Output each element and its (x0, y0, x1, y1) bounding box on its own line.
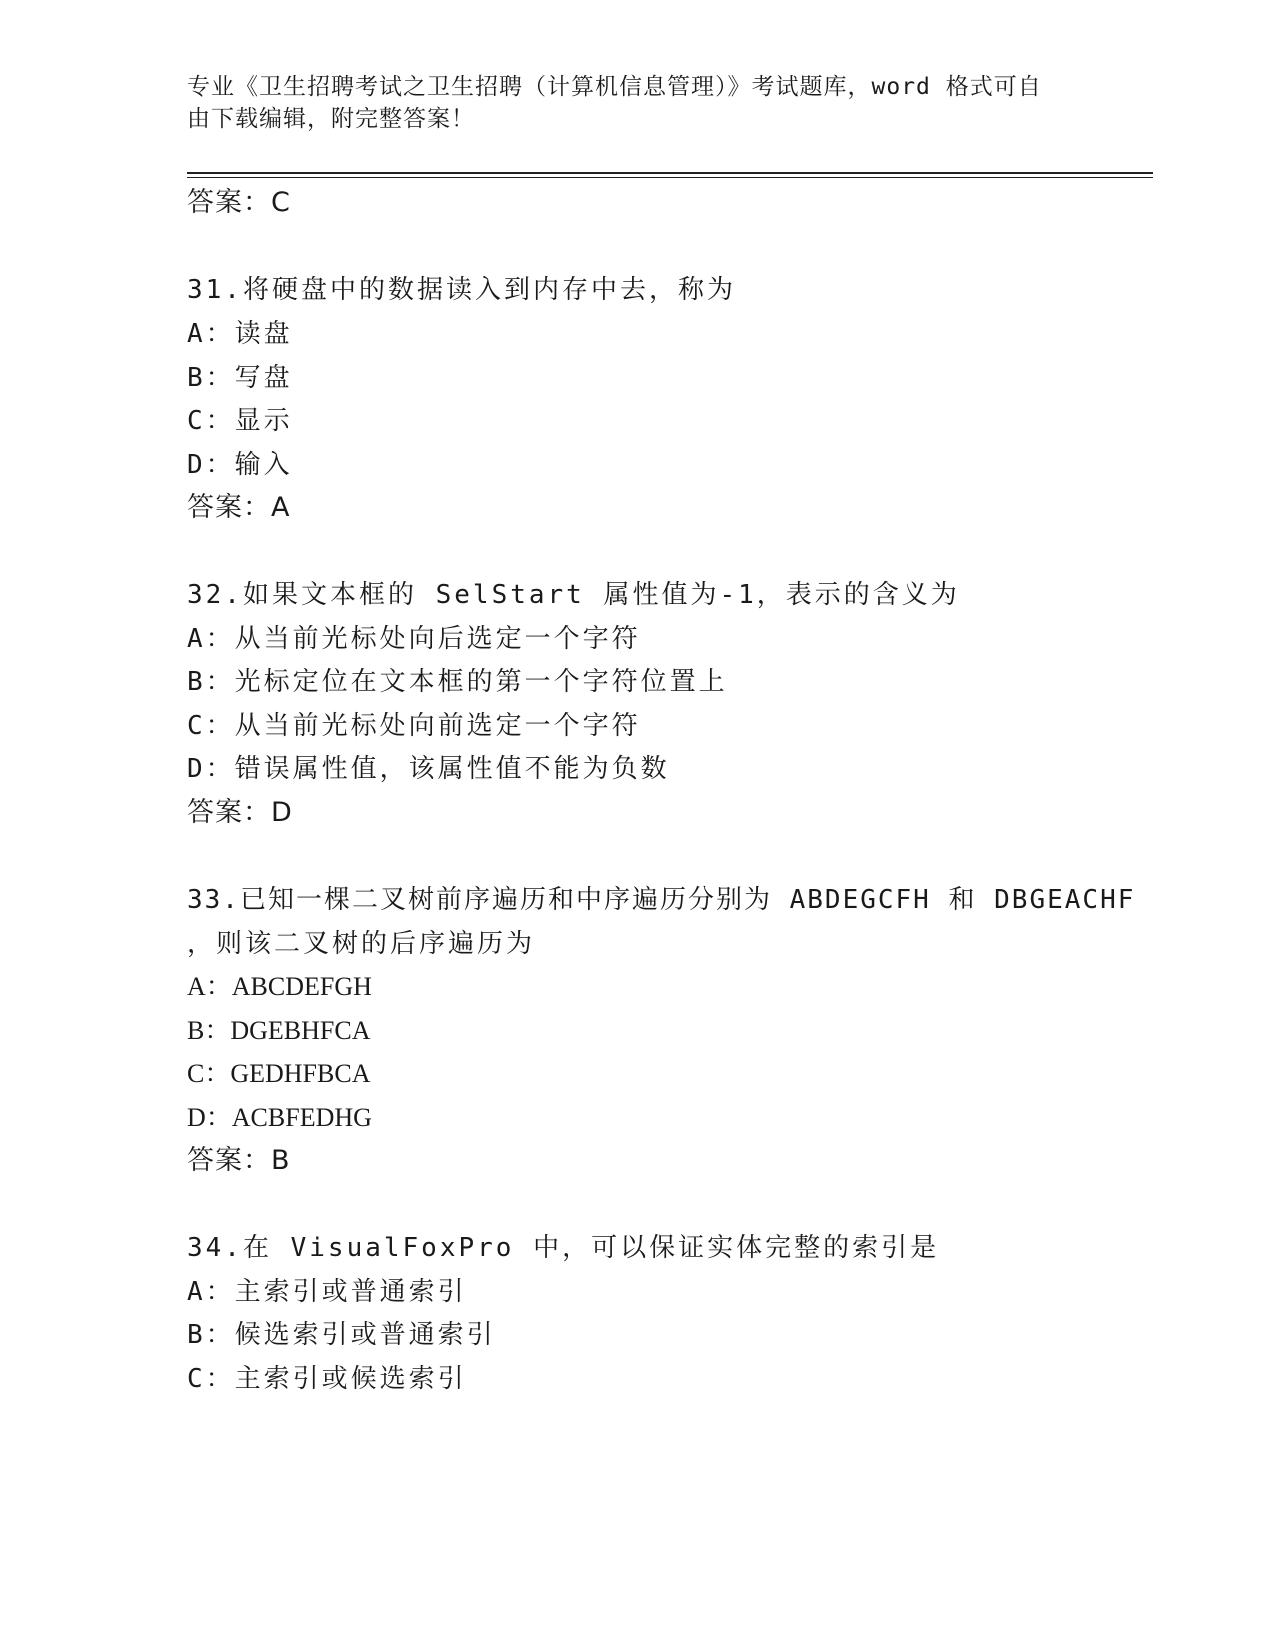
question-31-option-b: B：写盘 (187, 363, 293, 393)
question-31-stem: 31.将硬盘中的数据读入到内存中去，称为 (187, 275, 736, 305)
question-34-option-a: A：主索引或普通索引 (187, 1277, 467, 1307)
header-text-line-2: 由下载编辑，附完整答案！ (187, 106, 475, 132)
question-33-option-c: C：GEDHFBCA (187, 1059, 371, 1088)
question-32-answer: 答案：D (187, 797, 293, 828)
question-33-stem: 33.已知一棵二叉树前序遍历和中序遍历分别为 ABDEGCFH 和 DBGEACHF (187, 885, 1136, 915)
question-31-option-a: A：读盘 (187, 319, 293, 349)
answer-previous: 答案：C (187, 187, 291, 218)
question-31-option-d: D：输入 (187, 450, 293, 480)
question-31-option-c: C：显示 (187, 406, 293, 436)
question-33-stem-continued: ，则该二叉树的后序遍历为 (187, 929, 536, 959)
header-text-line-1: 专业《卫生招聘考试之卫生招聘（计算机信息管理）》考试题库，word 格式可自 (187, 74, 1042, 100)
question-34-option-b: B：候选索引或普通索引 (187, 1320, 496, 1350)
question-33-option-b: B：DGEBHFCA (187, 1016, 371, 1045)
question-31-answer: 答案：A (187, 492, 291, 523)
header-divider-top (187, 172, 1153, 174)
question-33-answer: 答案：B (187, 1145, 291, 1176)
question-32-option-b: B：光标定位在文本框的第一个字符位置上 (187, 667, 728, 697)
question-32-stem: 32.如果文本框的 SelStart 属性值为-1，表示的含义为 (187, 580, 960, 610)
header-divider-bottom (187, 177, 1153, 178)
question-32-option-d: D：错误属性值，该属性值不能为负数 (187, 754, 670, 784)
question-33-option-a: A：ABCDEFGH (187, 972, 372, 1001)
question-33-option-d: D：ACBFEDHG (187, 1103, 372, 1132)
question-32-option-a: A：从当前光标处向后选定一个字符 (187, 624, 641, 654)
question-34-stem: 34.在 VisualFoxPro 中，可以保证实体完整的索引是 (187, 1233, 940, 1263)
question-32-option-c: C：从当前光标处向前选定一个字符 (187, 711, 641, 741)
question-34-option-c: C：主索引或候选索引 (187, 1364, 467, 1394)
